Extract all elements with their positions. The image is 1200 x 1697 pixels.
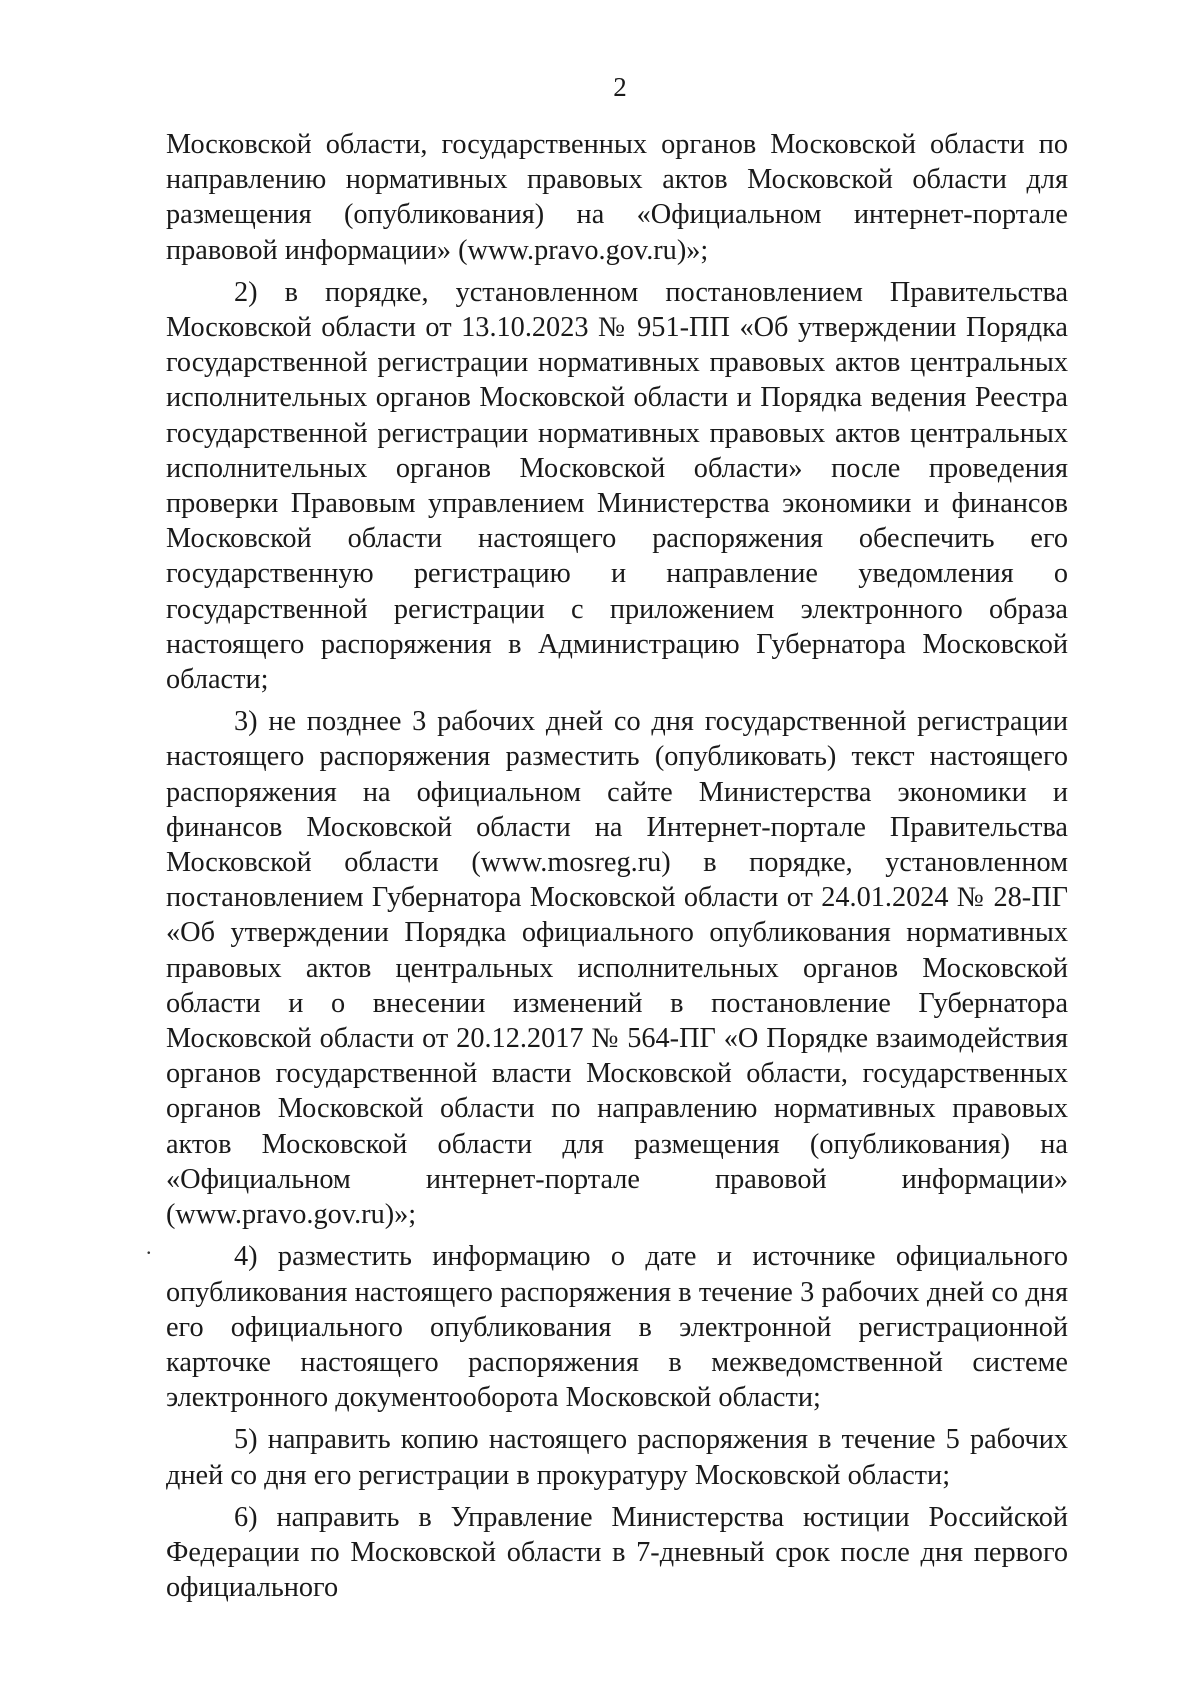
page-number: 2 — [613, 72, 627, 102]
paragraph-continuation: Московской области, государственных органов Московской области по направлению нормативных правовых актов Московской области для размещения (опубликования) на «Официальном интернет-портале правовой информации» (www.pravo.gov.ru)»; — [166, 129, 1068, 266]
document-body — [166, 127, 1068, 1612]
paragraph-item-3: 3) не позднее 3 рабочих дней со дня государственной регистрации настоящего распоряжения разместить (опубликовать) текст настоящего распоряжения на официальном сайте Министерства экономики и финансов Московской области на Интернет-портале Правительства Московской области (www.mosreg.ru) в порядке, установленном постановлением Губернатора Московской области от 24.01.2024 № 28-ПГ «Об утверждении Порядка официального опубликования нормативных правовых актов центральных исполнительных органов Московской области и о внесении изменений в постановление Губернатора Московской области от 20.12.2017 № 564-ПГ «О Порядке взаимодействия органов государственной власти Московской области, государственных органов Московской области по направлению нормативных правовых актов Московской области для размещения (опубликования) на «Официальном интернет-портале правовой информации» (www.pravo.gov.ru)»; — [166, 706, 1068, 1231]
paragraph-item-5: 5) направить копию настоящего распоряжения в течение 5 рабочих дней со дня его регистрации в прокуратуру Московской области; — [166, 1424, 1068, 1491]
paragraph-item-4: 4) разместить информацию о дате и источнике официального опубликования настоящего распоряжения в течение 3 рабочих дней со дня его официального опубликования в электронной регистрационной карточке настоящего распоряжения в межведомственной системе электронного документооборота Московской области; — [166, 1241, 1068, 1414]
scan-artifact-dot: . — [146, 1234, 152, 1259]
paragraph-item-6: 6) направить в Управление Министерства юстиции Российской Федерации по Московской области в 7-дневный срок после дня первого официального — [166, 1501, 1068, 1604]
paragraph-item-2: 2) в порядке, установленном постановлением Правительства Московской области от 13.10.2023 № 951-ПП «Об утверждении Порядка государственной регистрации нормативных правовых актов центральных исполнительных органов Московской области и Порядка ведения Реестра государственной регистрации нормативных правовых актов центральных исполнительных органов Московской области» после проведения проверки Правовым управлением Министерства экономики и финансов Московской области настоящего распоряжения обеспечить его государственную регистрацию и направление уведомления о государственной регистрации с приложением электронного образа настоящего распоряжения в Администрацию Губернатора Московской области; — [166, 276, 1068, 696]
